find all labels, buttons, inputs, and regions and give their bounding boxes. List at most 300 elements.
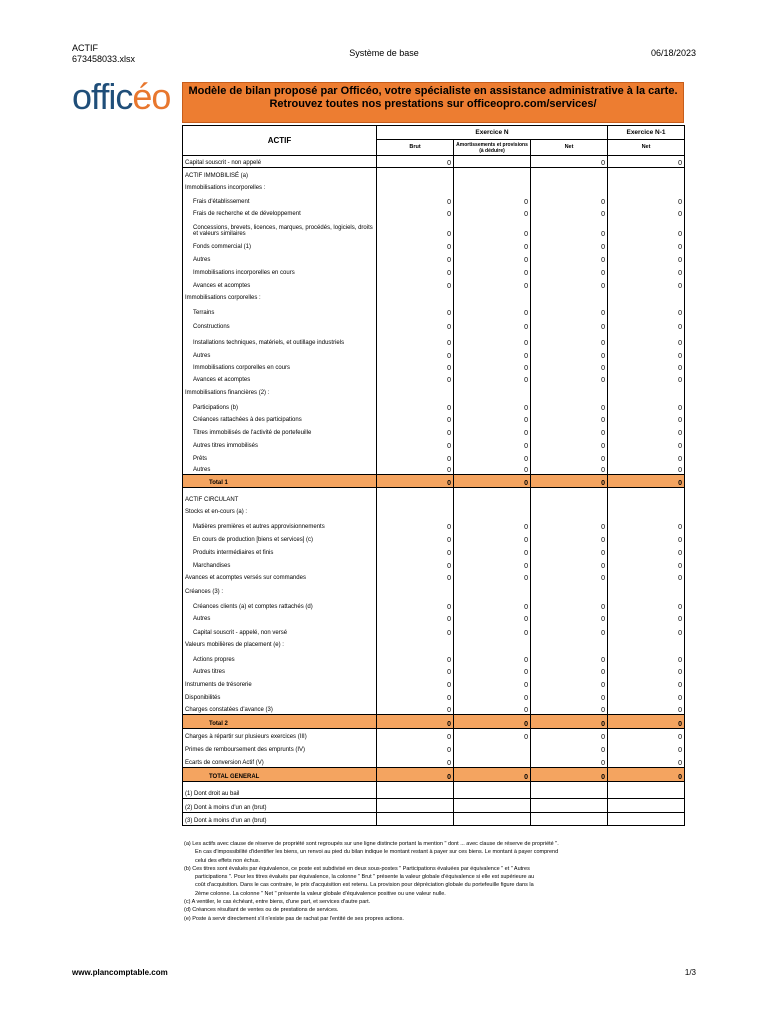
cell-amortissements: 0 bbox=[454, 302, 531, 317]
cell-net-n1: 0 bbox=[608, 331, 685, 347]
footer-page-number: 1/3 bbox=[684, 968, 696, 977]
cell-net-n1 bbox=[608, 813, 685, 826]
row-label: Primes de remboursement des emprunts (IV) bbox=[183, 741, 377, 754]
file-name: 673458033.xlsx bbox=[72, 54, 136, 64]
footnote-line: coût d'acquisition. Dans le cas contraire, le prix d'acquisition est retenu. La provision pour dépréciation globale du portefeuille figure dans la bbox=[195, 882, 534, 889]
cell-net: 0 bbox=[531, 372, 608, 384]
row-label: Immobilisations financières (2) : bbox=[183, 384, 377, 397]
cell-amortissements: 0 bbox=[454, 317, 531, 331]
cell-brut: 0 bbox=[377, 768, 454, 782]
cell-net-n1 bbox=[608, 180, 685, 192]
cell-net-n1: 0 bbox=[608, 570, 685, 582]
cell-net: 0 bbox=[531, 347, 608, 360]
cell-brut: 0 bbox=[377, 397, 454, 412]
cell-amortissements bbox=[454, 180, 531, 192]
cell-net: 0 bbox=[531, 218, 608, 238]
cell-net-n1: 0 bbox=[608, 754, 685, 768]
table-row bbox=[183, 637, 685, 649]
cell-amortissements: 0 bbox=[454, 463, 531, 475]
cell-net bbox=[531, 813, 608, 826]
cell-brut: 0 bbox=[377, 664, 454, 676]
row-label: Autres bbox=[183, 611, 377, 623]
cell-net: 0 bbox=[531, 702, 608, 715]
cell-net bbox=[531, 504, 608, 516]
cell-net-n1: 0 bbox=[608, 192, 685, 206]
cell-net bbox=[531, 168, 608, 180]
cell-net-n1: 0 bbox=[608, 596, 685, 611]
cell-net-n1: 0 bbox=[608, 238, 685, 251]
cell-brut bbox=[377, 782, 454, 799]
cell-net: 0 bbox=[531, 437, 608, 450]
row-label: Actions propres bbox=[183, 649, 377, 664]
cell-net-n1: 0 bbox=[608, 397, 685, 412]
cell-amortissements bbox=[454, 799, 531, 813]
footnote-line: participations ". Pour les titres évalués par équivalence, la colonne " Brut " présente la valeur globale d'équivalence si elle est supérieure au bbox=[195, 874, 535, 881]
table-row bbox=[183, 557, 685, 570]
cell-amortissements bbox=[454, 813, 531, 826]
cell-net: 0 bbox=[531, 531, 608, 544]
header-amortissements: Amortissements et provisions (à déduire) bbox=[454, 140, 531, 156]
cell-net-n1: 0 bbox=[608, 649, 685, 664]
cell-amortissements bbox=[454, 168, 531, 180]
cell-amortissements: 0 bbox=[454, 372, 531, 384]
cell-brut: 0 bbox=[377, 463, 454, 475]
table-row bbox=[183, 180, 685, 192]
cell-net: 0 bbox=[531, 251, 608, 264]
cell-brut bbox=[377, 504, 454, 516]
header-net: Net bbox=[531, 140, 608, 156]
row-label: Constructions bbox=[183, 317, 377, 331]
cell-amortissements: 0 bbox=[454, 729, 531, 741]
cell-net-n1: 0 bbox=[608, 317, 685, 331]
row-label: Créances clients (a) et comptes rattachés (d) bbox=[183, 596, 377, 611]
cell-net-n1: 0 bbox=[608, 251, 685, 264]
row-label: Produits intermédiaires et finis bbox=[183, 544, 377, 557]
promo-banner bbox=[182, 82, 684, 123]
row-label: Immobilisations incorporelles en cours bbox=[183, 264, 377, 277]
cell-net-n1: 0 bbox=[608, 611, 685, 623]
cell-net: 0 bbox=[531, 397, 608, 412]
sheet-name: ACTIF bbox=[72, 43, 98, 53]
table-row bbox=[183, 813, 685, 826]
table-row bbox=[183, 741, 685, 754]
cell-net: 0 bbox=[531, 156, 608, 168]
row-label: Terrains bbox=[183, 302, 377, 317]
table-row bbox=[183, 238, 685, 251]
cell-brut: 0 bbox=[377, 317, 454, 331]
footnote-line: En cas d'impossibilité d'identifier les biens, un renvoi au pied du bilan indique le montant restant à payer sur ces biens. Le montant à payer comprend bbox=[195, 849, 559, 856]
cell-brut: 0 bbox=[377, 689, 454, 702]
cell-net-n1: 0 bbox=[608, 664, 685, 676]
header-brut: Brut bbox=[377, 140, 454, 156]
table-row bbox=[183, 206, 685, 218]
footnote-line: (c) A ventiler, le cas échéant, entre biens, d'une part, et services d'autre part. bbox=[184, 899, 371, 906]
table-row bbox=[183, 463, 685, 475]
cell-net-n1: 0 bbox=[608, 360, 685, 372]
cell-net-n1: 0 bbox=[608, 702, 685, 715]
cell-amortissements: 0 bbox=[454, 450, 531, 463]
cell-net-n1 bbox=[608, 637, 685, 649]
footnote-line: (e) Poste à servir directement s'il n'existe pas de rachat par l'entité de ses propres actions. bbox=[184, 915, 404, 922]
table-row bbox=[183, 649, 685, 664]
cell-net: 0 bbox=[531, 450, 608, 463]
row-label: Total 1 bbox=[183, 475, 377, 488]
cell-net bbox=[531, 582, 608, 596]
cell-brut: 0 bbox=[377, 544, 454, 557]
cell-amortissements: 0 bbox=[454, 331, 531, 347]
cell-amortissements: 0 bbox=[454, 360, 531, 372]
cell-amortissements: 0 bbox=[454, 206, 531, 218]
cell-amortissements: 0 bbox=[454, 412, 531, 424]
cell-net: 0 bbox=[531, 475, 608, 488]
cell-brut: 0 bbox=[377, 264, 454, 277]
row-label: (2) Dont à moins d'un an (brut) bbox=[183, 799, 377, 813]
table-row bbox=[183, 596, 685, 611]
officeo-logo bbox=[72, 76, 170, 118]
cell-brut: 0 bbox=[377, 156, 454, 168]
cell-net-n1 bbox=[608, 384, 685, 397]
row-label: Prêts bbox=[183, 450, 377, 463]
footnote-line: 2ème colonne. La colonne " Net " présente la valeur globale d'équivalence positive ou une valeur nulle. bbox=[195, 890, 446, 897]
cell-net: 0 bbox=[531, 206, 608, 218]
table-row bbox=[183, 424, 685, 437]
row-label: Valeurs mobilières de placement (e) : bbox=[183, 637, 377, 649]
cell-brut: 0 bbox=[377, 412, 454, 424]
cell-net: 0 bbox=[531, 754, 608, 768]
table-row bbox=[183, 582, 685, 596]
cell-brut bbox=[377, 290, 454, 302]
cell-net bbox=[531, 180, 608, 192]
cell-net-n1: 0 bbox=[608, 544, 685, 557]
cell-amortissements bbox=[454, 504, 531, 516]
cell-brut: 0 bbox=[377, 450, 454, 463]
cell-brut: 0 bbox=[377, 676, 454, 689]
banner-line-1: Modèle de bilan proposé par Officéo, votre spécialiste en assistance administrative à la carte. bbox=[188, 85, 678, 97]
row-label: Ecarts de conversion Actif (V) bbox=[183, 754, 377, 768]
cell-net-n1 bbox=[608, 290, 685, 302]
cell-net bbox=[531, 782, 608, 799]
cell-brut: 0 bbox=[377, 649, 454, 664]
table-row bbox=[183, 290, 685, 302]
cell-brut: 0 bbox=[377, 331, 454, 347]
cell-brut bbox=[377, 582, 454, 596]
cell-net: 0 bbox=[531, 463, 608, 475]
cell-brut: 0 bbox=[377, 424, 454, 437]
table-row bbox=[183, 450, 685, 463]
cell-net: 0 bbox=[531, 768, 608, 782]
row-label: Concessions, brevets, licences, marques, procédés, logiciels, droits et valeurs similaires bbox=[183, 218, 377, 238]
cell-brut: 0 bbox=[377, 372, 454, 384]
row-label: Immobilisations corporelles : bbox=[183, 290, 377, 302]
cell-amortissements: 0 bbox=[454, 623, 531, 637]
cell-net: 0 bbox=[531, 331, 608, 347]
row-label: Charges à répartir sur plusieurs exercices (III) bbox=[183, 729, 377, 741]
row-label: Installations techniques, matériels, et outillage industriels bbox=[183, 331, 377, 347]
row-label: Disponibilités bbox=[183, 689, 377, 702]
cell-brut: 0 bbox=[377, 347, 454, 360]
cell-net-n1: 0 bbox=[608, 557, 685, 570]
cell-net: 0 bbox=[531, 557, 608, 570]
cell-brut: 0 bbox=[377, 702, 454, 715]
cell-net: 0 bbox=[531, 729, 608, 741]
cell-amortissements bbox=[454, 582, 531, 596]
cell-net-n1: 0 bbox=[608, 264, 685, 277]
cell-net bbox=[531, 799, 608, 813]
page-header-title: Système de base bbox=[349, 48, 419, 58]
footnote-line: (d) Créances résultant de ventes ou de prestations de services. bbox=[184, 907, 339, 914]
cell-brut: 0 bbox=[377, 596, 454, 611]
cell-net: 0 bbox=[531, 689, 608, 702]
cell-brut bbox=[377, 384, 454, 397]
cell-amortissements: 0 bbox=[454, 557, 531, 570]
cell-brut bbox=[377, 168, 454, 180]
cell-brut: 0 bbox=[377, 238, 454, 251]
cell-amortissements: 0 bbox=[454, 192, 531, 206]
cell-amortissements: 0 bbox=[454, 397, 531, 412]
cell-amortissements: 0 bbox=[454, 531, 531, 544]
cell-amortissements: 0 bbox=[454, 264, 531, 277]
cell-net: 0 bbox=[531, 264, 608, 277]
table-row bbox=[183, 251, 685, 264]
cell-brut: 0 bbox=[377, 557, 454, 570]
cell-brut: 0 bbox=[377, 623, 454, 637]
cell-amortissements: 0 bbox=[454, 544, 531, 557]
cell-amortissements: 0 bbox=[454, 664, 531, 676]
row-label: Avances et acomptes versés sur commandes bbox=[183, 570, 377, 582]
table-row bbox=[183, 544, 685, 557]
table-row bbox=[183, 623, 685, 637]
cell-amortissements: 0 bbox=[454, 611, 531, 623]
row-label: Fonds commercial (1) bbox=[183, 238, 377, 251]
row-label: Total 2 bbox=[183, 715, 377, 729]
cell-brut: 0 bbox=[377, 277, 454, 290]
banner-line-2: Retrouvez toutes nos prestations sur officeopro.com/services/ bbox=[269, 98, 597, 110]
table-row bbox=[183, 360, 685, 372]
row-label: Frais de recherche et de développement bbox=[183, 206, 377, 218]
cell-amortissements: 0 bbox=[454, 475, 531, 488]
row-label: Immobilisations corporelles en cours bbox=[183, 360, 377, 372]
cell-brut: 0 bbox=[377, 531, 454, 544]
cell-net-n1: 0 bbox=[608, 729, 685, 741]
cell-net: 0 bbox=[531, 192, 608, 206]
cell-net: 0 bbox=[531, 424, 608, 437]
table-row bbox=[183, 799, 685, 813]
footnote-line: celui des effets non échus. bbox=[195, 857, 261, 864]
cell-net-n1: 0 bbox=[608, 689, 685, 702]
cell-brut: 0 bbox=[377, 729, 454, 741]
cell-net-n1 bbox=[608, 504, 685, 516]
cell-net-n1: 0 bbox=[608, 218, 685, 238]
cell-amortissements: 0 bbox=[454, 437, 531, 450]
page-header-date: 06/18/2023 bbox=[650, 48, 696, 58]
cell-net: 0 bbox=[531, 238, 608, 251]
table-row bbox=[183, 317, 685, 331]
cell-net bbox=[531, 290, 608, 302]
balance-sheet-table bbox=[182, 125, 684, 826]
cell-net: 0 bbox=[531, 412, 608, 424]
table-row bbox=[183, 531, 685, 544]
cell-net-n1 bbox=[608, 782, 685, 799]
cell-amortissements: 0 bbox=[454, 251, 531, 264]
row-label: Charges constatées d'avance (3) bbox=[183, 702, 377, 715]
table-row bbox=[183, 437, 685, 450]
row-label: (1) Dont droit au bail bbox=[183, 782, 377, 799]
cell-brut: 0 bbox=[377, 437, 454, 450]
cell-amortissements: 0 bbox=[454, 689, 531, 702]
cell-net: 0 bbox=[531, 544, 608, 557]
cell-brut: 0 bbox=[377, 754, 454, 768]
table-row bbox=[183, 782, 685, 799]
logo-text-accent: éo bbox=[132, 76, 171, 117]
total-row bbox=[183, 475, 685, 488]
cell-brut: 0 bbox=[377, 611, 454, 623]
table-row bbox=[183, 488, 685, 504]
cell-amortissements: 0 bbox=[454, 649, 531, 664]
table-row bbox=[183, 218, 685, 238]
cell-amortissements: 0 bbox=[454, 676, 531, 689]
cell-amortissements: 0 bbox=[454, 570, 531, 582]
cell-amortissements: 0 bbox=[454, 424, 531, 437]
cell-net-n1: 0 bbox=[608, 277, 685, 290]
cell-amortissements bbox=[454, 754, 531, 768]
table-row bbox=[183, 412, 685, 424]
table-row bbox=[183, 689, 685, 702]
row-label: Autres titres bbox=[183, 664, 377, 676]
row-label: Avances et acomptes bbox=[183, 277, 377, 290]
cell-net-n1 bbox=[608, 582, 685, 596]
cell-brut: 0 bbox=[377, 516, 454, 531]
table-row bbox=[183, 372, 685, 384]
cell-net-n1: 0 bbox=[608, 156, 685, 168]
cell-net-n1: 0 bbox=[608, 768, 685, 782]
cell-brut bbox=[377, 637, 454, 649]
cell-net-n1: 0 bbox=[608, 715, 685, 729]
footnote-line: (a) Les actifs avec clause de réserve de propriété sont regroupés sur une ligne distincte portant la mention " dont ... avec clause de réserve de propriété ". bbox=[184, 841, 559, 847]
cell-net: 0 bbox=[531, 302, 608, 317]
footnotes bbox=[184, 840, 684, 923]
cell-amortissements: 0 bbox=[454, 238, 531, 251]
cell-brut: 0 bbox=[377, 302, 454, 317]
cell-net-n1 bbox=[608, 488, 685, 504]
row-label: Instruments de trésorerie bbox=[183, 676, 377, 689]
cell-brut: 0 bbox=[377, 360, 454, 372]
cell-net-n1: 0 bbox=[608, 372, 685, 384]
cell-net-n1: 0 bbox=[608, 206, 685, 218]
total-row bbox=[183, 768, 685, 782]
cell-net-n1: 0 bbox=[608, 623, 685, 637]
table-row bbox=[183, 676, 685, 689]
cell-net-n1: 0 bbox=[608, 347, 685, 360]
cell-amortissements: 0 bbox=[454, 516, 531, 531]
row-label: Immobilisations incorporelles : bbox=[183, 180, 377, 192]
row-label: Matières premières et autres approvisionnements bbox=[183, 516, 377, 531]
table-title: ACTIF bbox=[183, 126, 377, 156]
table-row bbox=[183, 504, 685, 516]
cell-brut bbox=[377, 180, 454, 192]
cell-brut: 0 bbox=[377, 206, 454, 218]
cell-amortissements: 0 bbox=[454, 347, 531, 360]
cell-amortissements: 0 bbox=[454, 715, 531, 729]
cell-net: 0 bbox=[531, 317, 608, 331]
cell-net-n1: 0 bbox=[608, 450, 685, 463]
total-row bbox=[183, 715, 685, 729]
table-row bbox=[183, 264, 685, 277]
logo-text-main: offic bbox=[72, 76, 133, 117]
cell-brut: 0 bbox=[377, 570, 454, 582]
cell-net-n1: 0 bbox=[608, 741, 685, 754]
cell-brut: 0 bbox=[377, 741, 454, 754]
table-row bbox=[183, 384, 685, 397]
row-label: Autres bbox=[183, 347, 377, 360]
row-label: Créances rattachées à des participations bbox=[183, 412, 377, 424]
table-row bbox=[183, 331, 685, 347]
cell-amortissements bbox=[454, 782, 531, 799]
cell-amortissements bbox=[454, 156, 531, 168]
table-row bbox=[183, 277, 685, 290]
table-row bbox=[183, 702, 685, 715]
table-row bbox=[183, 168, 685, 180]
cell-amortissements: 0 bbox=[454, 218, 531, 238]
row-label: Autres titres immobilisés bbox=[183, 437, 377, 450]
cell-brut: 0 bbox=[377, 251, 454, 264]
row-label: Frais d'établissement bbox=[183, 192, 377, 206]
table-row bbox=[183, 156, 685, 168]
cell-net: 0 bbox=[531, 516, 608, 531]
table-row bbox=[183, 302, 685, 317]
row-label: Autres bbox=[183, 251, 377, 264]
cell-net: 0 bbox=[531, 715, 608, 729]
table-row bbox=[183, 664, 685, 676]
cell-net-n1 bbox=[608, 168, 685, 180]
cell-net-n1: 0 bbox=[608, 424, 685, 437]
row-label: En cours de production [biens et services] (c) bbox=[183, 531, 377, 544]
cell-brut: 0 bbox=[377, 475, 454, 488]
cell-brut bbox=[377, 488, 454, 504]
cell-net bbox=[531, 488, 608, 504]
cell-net: 0 bbox=[531, 611, 608, 623]
table-row bbox=[183, 192, 685, 206]
row-label: (3) Dont à moins d'un an (brut) bbox=[183, 813, 377, 826]
cell-brut: 0 bbox=[377, 192, 454, 206]
cell-net: 0 bbox=[531, 277, 608, 290]
cell-net bbox=[531, 384, 608, 397]
cell-net-n1: 0 bbox=[608, 437, 685, 450]
cell-net-n1: 0 bbox=[608, 516, 685, 531]
row-label: Avances et acomptes bbox=[183, 372, 377, 384]
cell-amortissements bbox=[454, 637, 531, 649]
cell-amortissements bbox=[454, 290, 531, 302]
cell-amortissements bbox=[454, 384, 531, 397]
table-row bbox=[183, 516, 685, 531]
cell-net: 0 bbox=[531, 664, 608, 676]
cell-amortissements bbox=[454, 488, 531, 504]
cell-net: 0 bbox=[531, 741, 608, 754]
header-exercice-n: Exercice N bbox=[377, 126, 608, 140]
table-row bbox=[183, 397, 685, 412]
cell-net: 0 bbox=[531, 649, 608, 664]
cell-amortissements bbox=[454, 741, 531, 754]
row-label: Stocks et en-cours (a) : bbox=[183, 504, 377, 516]
row-label: Participations (b) bbox=[183, 397, 377, 412]
cell-net-n1: 0 bbox=[608, 302, 685, 317]
header-exercice-n1: Exercice N-1 bbox=[608, 126, 685, 140]
cell-net bbox=[531, 637, 608, 649]
table-row bbox=[183, 347, 685, 360]
cell-brut bbox=[377, 813, 454, 826]
row-label: Titres immobilisés de l'activité de portefeuille bbox=[183, 424, 377, 437]
row-label: Marchandises bbox=[183, 557, 377, 570]
cell-net-n1: 0 bbox=[608, 463, 685, 475]
